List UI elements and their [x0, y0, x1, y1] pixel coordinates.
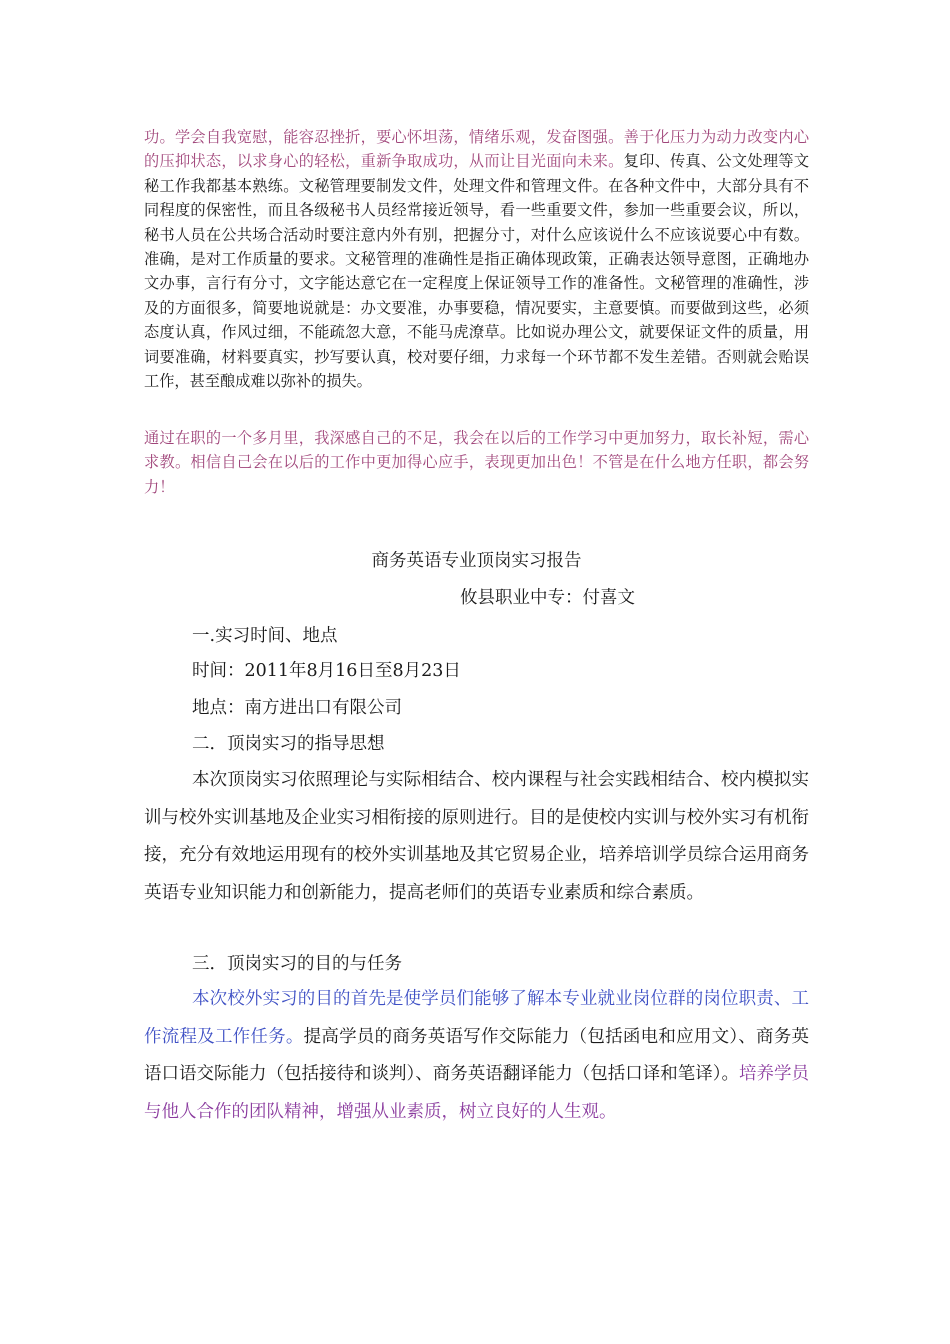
intro-body-text: 复印、传真、公文处理等文秘工作我都基本熟练。文秘管理要制发文件，处理文件和管理文件。在各种文件中，大部分具有不同程度的保密性，而且各级秘书人员经常接近领导，看一些重要文件，参加一些重要会议，所以，秘书人员在公共场合活动时要注意内外有别，把握分寸，对什么应该说什么不应该说要心中有数。准确，是对工作质量的要求。文秘管理的准确性是指正确体现政策，正确表达领导意图，正确地办文办事，言行有分寸，文字能达意它在一定程度上保证领导工作的准备性。文秘管理的准确性，涉及的方面很多，简要地说就是：办文要准，办事要稳，情况要实，主意要慎。而要做到这些，必须态度认真，作风过细，不能疏忽大意，不能马虎潦草。比如说办理公文，就要保证文件的质量，用词要准确，材料要真实，抄写要认真，校对要仔细，力求每一个环节都不发生差错。否则就会贻误工作，甚至酿成难以弥补的损失。 — [144, 152, 810, 391]
section3-attitude-text: 培养学员与他人合作的团队精神，增强从业素质，树立良好的人生观。 — [144, 1064, 809, 1122]
report-title: 商务英语专业顶岗实习报告 — [371, 551, 582, 571]
time-line: 时间：2011年8月16日至8月23日 — [192, 661, 461, 681]
intro-paragraph — [144, 125, 809, 393]
intro-highlight-text: 功。学会自我宽慰，能容忍挫折，要心怀坦荡，情绪乐观，发奋图强。善于化压力为动力改变内心的压抑状态，以求身心的轻松，重新争取成功，从而让目光面向未来。 — [144, 128, 809, 171]
section2-heading: 二．顶岗实习的指导思想 — [192, 734, 385, 754]
report-author: 攸县职业中专：付喜文 — [460, 588, 635, 608]
section3-heading: 三．顶岗实习的目的与任务 — [192, 954, 402, 974]
section3-skills-text: 提高学员的商务英语写作交际能力（包括函电和应用文）、商务英语口语交际能力（包括接待和谈判）、商务英语翻译能力（包括口译和笔译）。 — [144, 1026, 810, 1085]
section1-heading: 一.实习时间、地点 — [192, 626, 338, 646]
section3-body — [144, 981, 809, 1131]
section2-body: 本次顶岗实习依照理论与实际相结合、校内课程与社会实践相结合、校内模拟实训与校外实训基地及企业实习相衔接的原则进行。目的是使校内实训与校外实习有机衔接，充分有效地运用现有的校外实训基地及其它贸易企业，培养培训学员综合运用商务英语专业知识能力和创新能力，提高老师们的英语专业素质和综合素质。 — [144, 770, 809, 903]
closing-paragraph: 通过在职的一个多月里，我深感自己的不足，我会在以后的工作学习中更加努力，取长补短，需心求教。相信自己会在以后的工作中更加得心应手，表现更加出色！不管是在什么地方任职，都会努力！ — [144, 429, 809, 496]
place-line: 地点：南方进出口有限公司 — [192, 698, 402, 718]
section3-goal-text: 本次校外实习的目的首先是使学员们能够了解本专业就业岗位群的岗位职责、工作流程及工作任务。 — [144, 989, 809, 1047]
